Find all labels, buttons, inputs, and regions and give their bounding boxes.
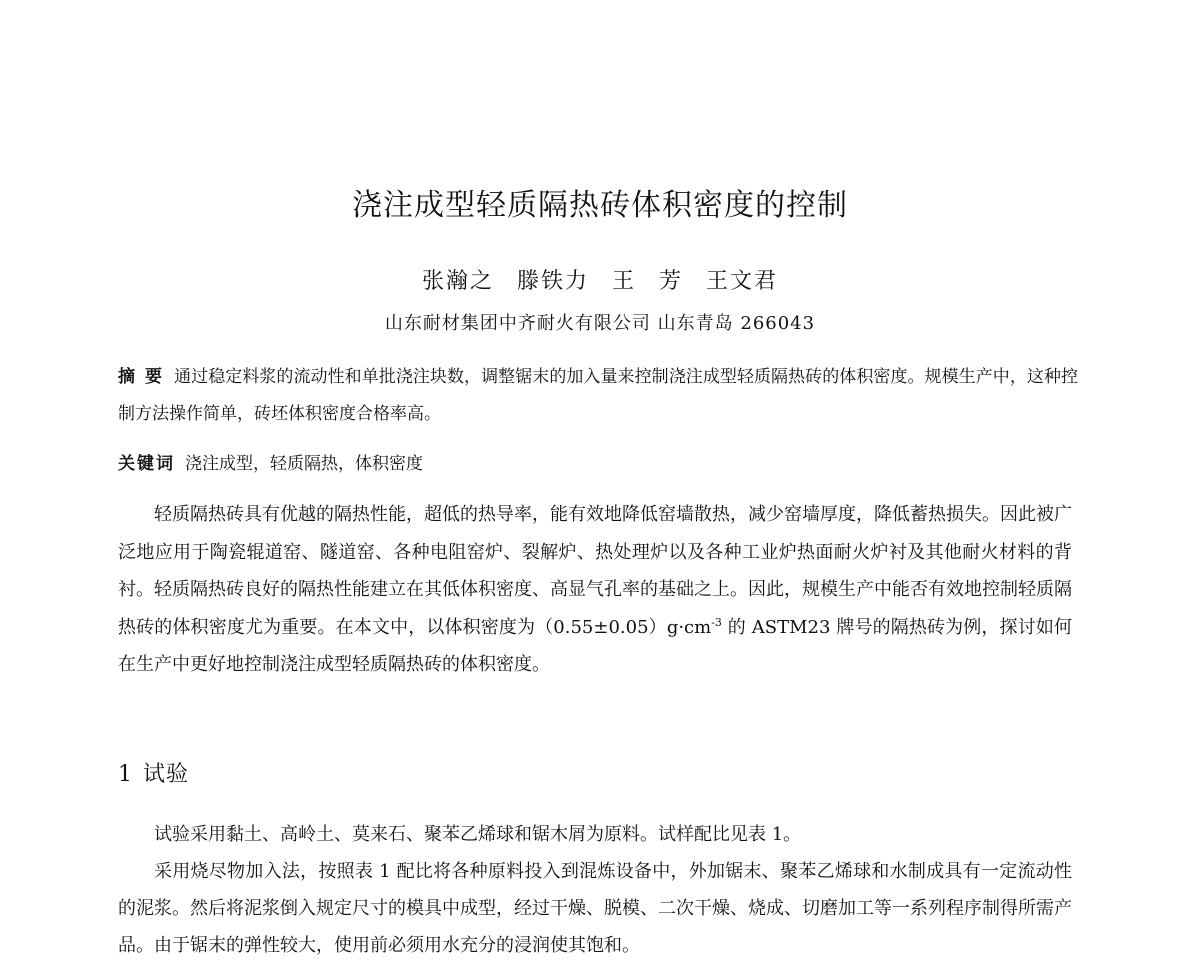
section-heading bbox=[118, 757, 189, 788]
affiliation: 山东耐材集团中齐耐火有限公司 山东青岛 266043 bbox=[384, 313, 816, 334]
section-paragraph: 试验采用黏土、高岭土、莫来石、聚苯乙烯球和锯木屑为原料。试样配比见表 1。 bbox=[154, 824, 802, 845]
author-list bbox=[0, 264, 1200, 295]
abstract bbox=[118, 359, 1078, 433]
intro-text-part1: 轻质隔热砖具有优越的隔热性能，超低的热导率，能有效地降低窑墙散热，减少窑墙厚度，降低蓄热损失。因此被广泛地应用于陶瓷辊道窑、隧道窑、各种电阻窑炉、裂解炉、热处理炉以及各种工业炉热面耐火炉衬及其他耐火材料的背衬。轻质隔热砖良好的隔热性能建立在其低体积密度、高显气孔率的基础之上。因此，规模生产中能否有效地控制轻质隔热砖的体积密度尤为重要。在本文中，以体积密度为（0.55±0.05）g·cm bbox=[118, 504, 1072, 638]
keywords-label: 关键词 bbox=[118, 454, 175, 474]
unit-superscript: -3 bbox=[711, 615, 722, 629]
keywords-text: 浇注成型，轻质隔热，体积密度 bbox=[185, 454, 423, 474]
section-body bbox=[118, 816, 1072, 964]
abstract-text: 通过稳定料浆的流动性和单批浇注块数，调整锯末的加入量来控制浇注成型轻质隔热砖的体积密度。规模生产中，这种控制方法操作简单，砖坯体积密度合格率高。 bbox=[118, 367, 1079, 424]
section-title: 试验 bbox=[143, 762, 190, 787]
paper-title: 浇注成型轻质隔热砖体积密度的控制 bbox=[352, 188, 848, 223]
section-paragraph: 采用烧尽物加入法，按照表 1 配比将各种原料投入到混炼设备中，外加锯末、聚苯乙烯球和水制成具有一定流动性的泥浆。然后将泥浆倒入规定尺寸的模具中成型，经过干燥、脱模、二次干燥、烧成、切磨加工等一系列程序制得所需产品。由于锯末的弹性较大，使用前必须用水充分的浸润使其饱和。 bbox=[118, 861, 1072, 956]
section-number: 1 bbox=[118, 762, 133, 787]
intro-text-part2: 的 ASTM23 牌号的隔热砖为例，探讨如何在生产中更好地控制浇注成型轻质隔热砖的体积密度。 bbox=[118, 616, 1072, 675]
author-name: 张瀚之 bbox=[421, 269, 494, 294]
intro-paragraph bbox=[118, 496, 1072, 684]
author-name: 王 芳 bbox=[612, 269, 683, 294]
intro-section bbox=[118, 496, 1072, 684]
author-name: 王文君 bbox=[706, 269, 779, 294]
abstract-label: 摘 要 bbox=[118, 367, 165, 387]
keywords bbox=[118, 449, 1078, 479]
author-name: 滕铁力 bbox=[516, 269, 589, 294]
